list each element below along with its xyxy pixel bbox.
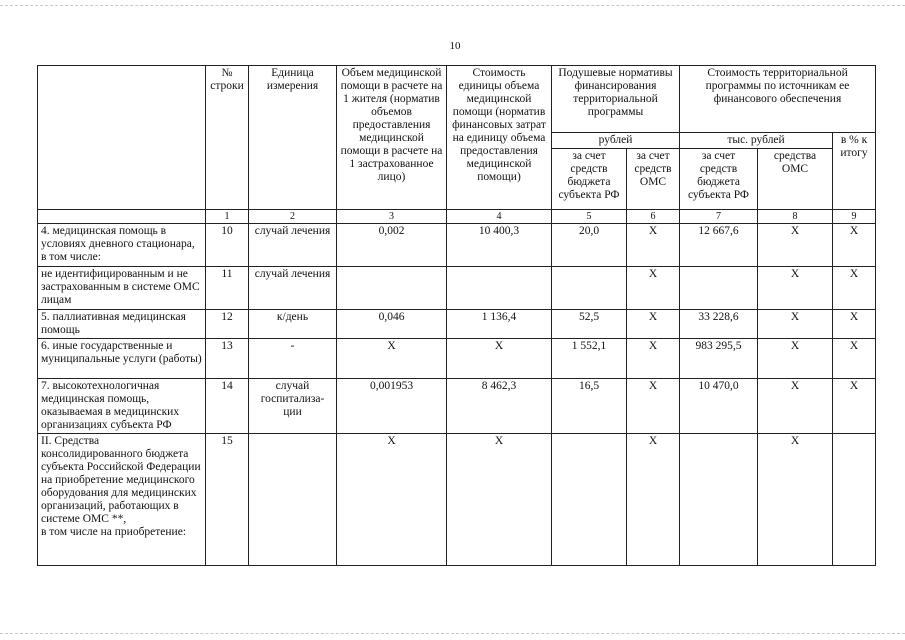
row-percent: X [833, 339, 876, 379]
row-volume: 0,001953 [337, 379, 447, 434]
row-unit-cost: X [447, 434, 552, 566]
header-oms-funds-thousand: средства ОМС [758, 149, 833, 210]
table-row [38, 339, 876, 379]
row-thousand-budget: 33 228,6 [680, 310, 758, 339]
row-line-number: 12 [206, 310, 249, 339]
row-thousand-budget: 12 667,6 [680, 224, 758, 267]
row-unit-cost [447, 267, 552, 310]
header-unit-cost: Стоимость единицы объема медицинской помощи (норматив финансовых затрат на единицу объема предоставления медицинской помощи) [447, 66, 552, 210]
column-number: 5 [552, 210, 627, 224]
column-number: 6 [627, 210, 680, 224]
row-percent [833, 434, 876, 566]
row-name: не идентифицированным и не застрахованным в системе ОМС лицам [38, 267, 206, 310]
table-row [38, 224, 876, 267]
row-rub-budget: 16,5 [552, 379, 627, 434]
row-rub-budget [552, 434, 627, 566]
row-volume [337, 267, 447, 310]
header-territorial-cost: Стоимость территориальной программы по источникам ее финансового обеспечения [680, 66, 876, 133]
column-number: 4 [447, 210, 552, 224]
row-unit: случай лечения [249, 224, 337, 267]
header-percent-total: в % к итогу [833, 133, 876, 210]
row-unit-cost: 10 400,3 [447, 224, 552, 267]
row-rub-budget: 20,0 [552, 224, 627, 267]
row-rub-budget: 1 552,1 [552, 339, 627, 379]
row-name: II. Средства консолидированного бюджета субъекта Российской Федерации на приобретение медицинского оборудования для медицинских организаций, работающих в системе ОМС **, [41, 435, 201, 525]
header-row-top [38, 66, 876, 133]
header-volume: Объем медицинской помощи в расчете на 1 жителя (норматив объемов предоставления медицинской помощи в расчете на 1 застрахованное лицо) [337, 66, 447, 210]
column-number: 8 [758, 210, 833, 224]
row-unit: случай лечения [249, 267, 337, 310]
row-name: 4. медицинская помощь в условиях дневного стационара, в том числе: [38, 224, 206, 267]
row-unit: случай госпитализа-ции [249, 379, 337, 434]
scan-edge-bottom [0, 633, 905, 635]
row-thousand-oms: X [758, 339, 833, 379]
row-unit [249, 434, 337, 566]
row-name: 5. паллиативная медицинская помощь [38, 310, 206, 339]
row-thousand-budget [680, 267, 758, 310]
row-percent: X [833, 379, 876, 434]
row-volume: 0,002 [337, 224, 447, 267]
column-number-blank [38, 210, 206, 224]
column-number: 7 [680, 210, 758, 224]
header-thousand-rubles: тыс. рублей [680, 133, 833, 149]
row-percent: X [833, 310, 876, 339]
header-unit: Единица измерения [249, 66, 337, 210]
row-rub-budget [552, 267, 627, 310]
row-percent: X [833, 224, 876, 267]
table-row [38, 434, 876, 566]
row-volume: X [337, 339, 447, 379]
financing-table [37, 65, 876, 566]
row-thousand-budget: 10 470,0 [680, 379, 758, 434]
row-line-number: 13 [206, 339, 249, 379]
column-number: 2 [249, 210, 337, 224]
row-unit: к/день [249, 310, 337, 339]
row-thousand-oms: X [758, 267, 833, 310]
row-rub-oms: X [627, 267, 680, 310]
header-row-number: № строки [206, 66, 249, 210]
row-rub-oms: X [627, 434, 680, 566]
row-name-cell [38, 434, 206, 566]
row-thousand-oms: X [758, 310, 833, 339]
header-per-capita: Подушевые нормативы финансирования территориальной программы [552, 66, 680, 133]
header-name-cell [38, 66, 206, 210]
row-unit: - [249, 339, 337, 379]
row-rub-oms: X [627, 379, 680, 434]
header-budget-funds-thousand: за счет средств бюджета субъекта РФ [680, 149, 758, 210]
column-number: 1 [206, 210, 249, 224]
row-rub-oms: X [627, 224, 680, 267]
table-row [38, 379, 876, 434]
row-thousand-oms: X [758, 379, 833, 434]
row-line-number: 10 [206, 224, 249, 267]
row-name: 6. иные государственные и муниципальные услуги (работы) [38, 339, 206, 379]
page-number: 10 [449, 40, 461, 52]
table-row [38, 267, 876, 310]
row-rub-oms: X [627, 310, 680, 339]
row-thousand-oms: X [758, 434, 833, 566]
scan-edge-top [0, 0, 905, 6]
row-name: 7. высокотехнологичная медицинская помощь, оказываемая в медицинских организациях субъекта РФ [38, 379, 206, 434]
row-unit-cost: X [447, 339, 552, 379]
column-number-row [38, 210, 876, 224]
header-budget-funds: за счет средств бюджета субъекта РФ [552, 149, 627, 210]
row-rub-oms: X [627, 339, 680, 379]
row-line-number: 11 [206, 267, 249, 310]
row-volume: 0,046 [337, 310, 447, 339]
row-unit-cost: 8 462,3 [447, 379, 552, 434]
column-number: 9 [833, 210, 876, 224]
table-row [38, 310, 876, 339]
row-volume: X [337, 434, 447, 566]
column-number: 3 [337, 210, 447, 224]
row-rub-budget: 52,5 [552, 310, 627, 339]
row-name-tail: в том числе на приобретение: [41, 526, 187, 538]
row-unit-cost: 1 136,4 [447, 310, 552, 339]
header-rubles: рублей [552, 133, 680, 149]
row-line-number: 15 [206, 434, 249, 566]
row-thousand-oms: X [758, 224, 833, 267]
row-line-number: 14 [206, 379, 249, 434]
row-thousand-budget: 983 295,5 [680, 339, 758, 379]
header-oms-funds: за счет средств ОМС [627, 149, 680, 210]
row-percent: X [833, 267, 876, 310]
row-thousand-budget [680, 434, 758, 566]
